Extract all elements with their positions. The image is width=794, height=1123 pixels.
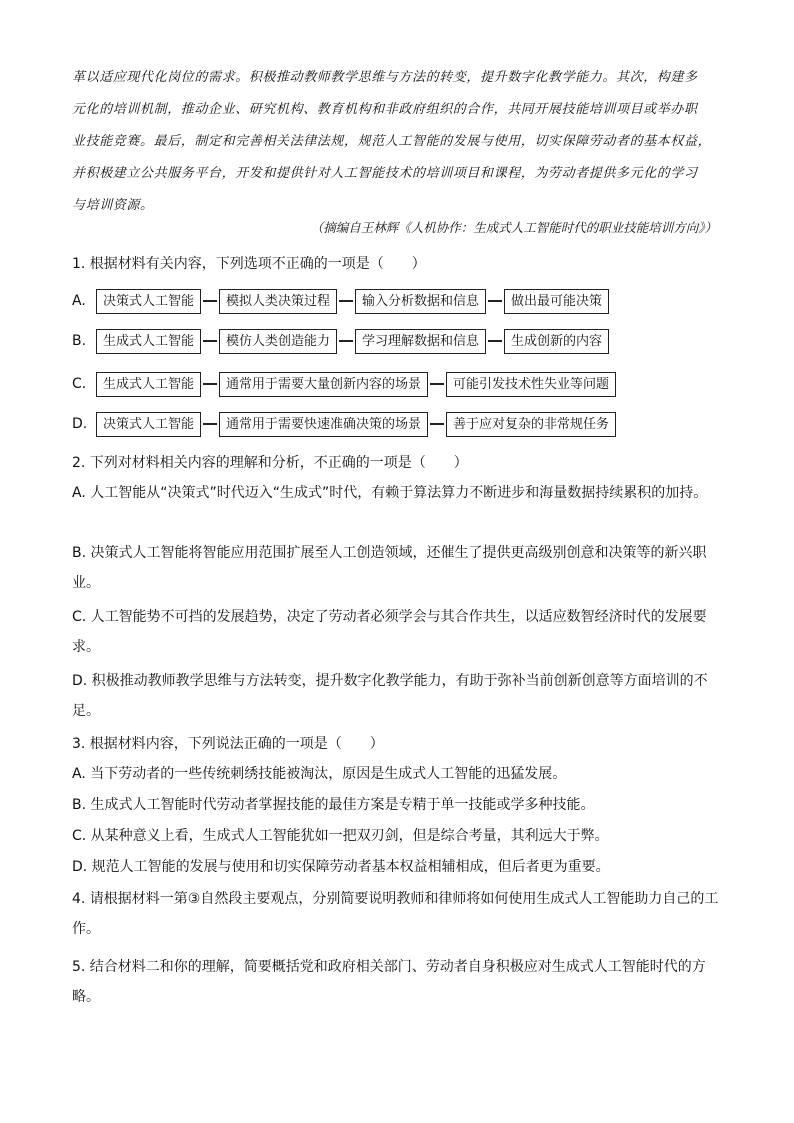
flow-box: 通常用于需要大量创新内容的场景	[219, 372, 428, 397]
flow-connector	[430, 423, 444, 425]
passage-source: （摘编自王林辉《人机协作：生成式人工智能时代的职业技能培训方向》）	[310, 220, 717, 235]
flow-box: 输入分析数据和信息	[355, 289, 486, 314]
question-1-option-a	[72, 288, 609, 314]
question-2-option-d: D. 积极推动教师教学思维与方法转变，提升数字化教学能力，有助于弥补当前创新创意等方面培训的不足。	[72, 673, 708, 719]
question-4: 4. 请根据材料一第③自然段主要观点，分别简要说明教师和律师将如何使用生成式人工智能助力自己的工作。	[72, 891, 719, 937]
question-5: 5. 结合材料二和你的理解，简要概括党和政府相关部门、劳动者自身积极应对生成式人工智能时代的方略。	[72, 959, 706, 1005]
flow-box: 生成式人工智能	[96, 372, 201, 397]
flow-connector	[430, 383, 444, 385]
flow-box: 决策式人工智能	[96, 289, 201, 314]
question-2-option-b: B. 决策式人工智能将智能应用范围扩展至人工创造领域，还催生了提供更高级别创意和决策等的新兴职业。	[72, 545, 707, 591]
option-letter: B.	[72, 333, 87, 349]
question-2-option-c: C. 人工智能势不可挡的发展趋势，决定了劳动者必须学会与其合作共生，以适应数智经济时代的发展要求。	[72, 609, 707, 655]
question-3-stem: 3. 根据材料内容，下列说法正确的一项是（ ）	[72, 736, 384, 752]
question-1-stem: 1. 根据材料有关内容，下列选项不正确的一项是（ ）	[72, 256, 426, 272]
passage-line: 元化的培训机制，推动企业、研究机构、教育机构和非政府组织的合作，共同开展技能培训项目或举办职	[72, 102, 698, 117]
question-2-stem: 2. 下列对材料相关内容的理解和分析，不正确的一项是（ ）	[72, 455, 468, 471]
question-1-option-c	[72, 371, 616, 397]
flow-box: 模拟人类决策过程	[219, 289, 337, 314]
flow-box: 通常用于需要快速准确决策的场景	[219, 412, 428, 437]
question-3-option-a: A. 当下劳动者的一些传统刺绣技能被淘汰，原因是生成式人工智能的迅猛发展。	[72, 766, 567, 782]
passage-line: 业技能竞赛。最后，制定和完善相关法律法规，规范人工智能的发展与使用，切实保障劳动者的基本权益，	[72, 134, 712, 149]
question-1-option-b	[72, 328, 609, 354]
option-letter: D.	[72, 416, 88, 432]
flow-box: 模仿人类创造能力	[219, 329, 337, 354]
flow-box: 做出最可能决策	[504, 289, 609, 314]
flow-connector	[339, 300, 353, 302]
passage-line: 与培训资源。	[72, 198, 154, 213]
flow-connector	[488, 340, 502, 342]
flow-box: 生成式人工智能	[96, 329, 201, 354]
question-3-option-c: C. 从某种意义上看，生成式人工智能犹如一把双刃剑，但是综合考量，其利远大于弊。	[72, 828, 609, 844]
question-2-option-a: A. 人工智能从“决策式”时代迈入“生成式”时代，有赖于算法算力不断进步和海量数据持续累积的加持。	[72, 485, 708, 501]
option-letter: C.	[72, 376, 87, 392]
passage-excerpt	[72, 62, 732, 222]
flow-box: 生成创新的内容	[504, 329, 609, 354]
flow-connector	[203, 340, 217, 342]
flow-box: 学习理解数据和信息	[355, 329, 486, 354]
flow-box: 可能引发技术性失业等问题	[446, 372, 616, 397]
passage-line: 革以适应现代化岗位的需求。积极推动教师教学思维与方法的转变，提升数字化教学能力。其次，构建多	[72, 70, 698, 85]
option-letter: A.	[72, 293, 86, 309]
question-3-option-d: D. 规范人工智能的发展与使用和切实保障劳动者基本权益相辅相成，但后者更为重要。	[72, 859, 610, 875]
flow-connector	[339, 340, 353, 342]
flow-connector	[203, 383, 217, 385]
question-3-option-b: B. 生成式人工智能时代劳动者掌握技能的最佳方案是专精于单一技能或学多种技能。	[72, 797, 595, 813]
question-1-option-d	[72, 411, 616, 437]
flow-connector	[203, 300, 217, 302]
flow-box: 决策式人工智能	[96, 412, 201, 437]
passage-line: 并积极建立公共服务平台，开发和提供针对人工智能技术的培训项目和课程，为劳动者提供多元化的学习	[72, 166, 698, 181]
flow-connector	[203, 423, 217, 425]
flow-connector	[488, 300, 502, 302]
flow-box: 善于应对复杂的非常规任务	[446, 412, 616, 437]
